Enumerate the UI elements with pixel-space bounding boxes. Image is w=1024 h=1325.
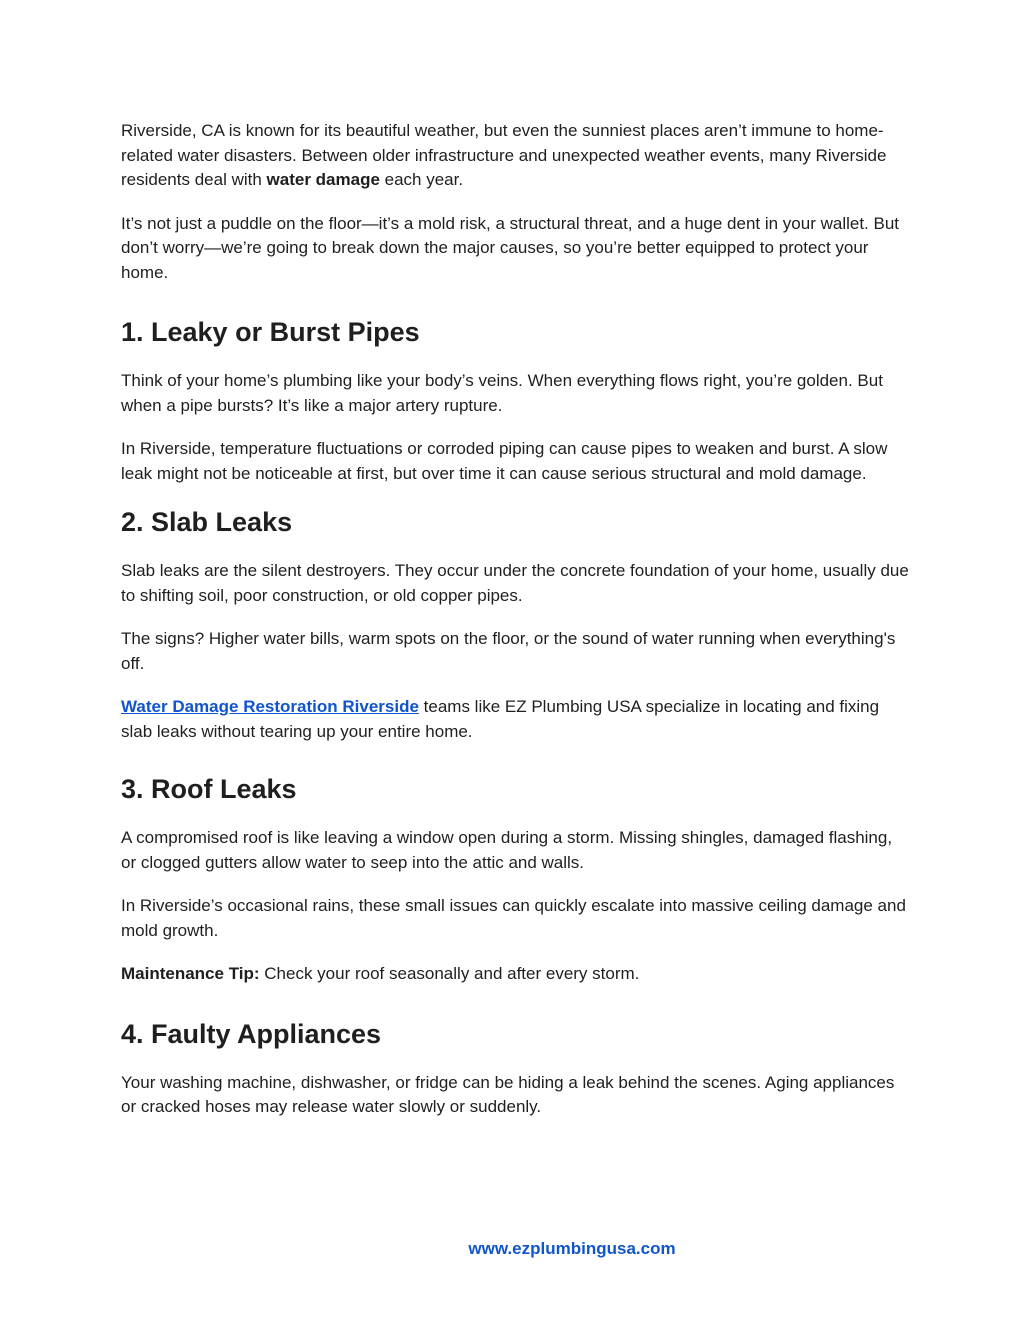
- water-damage-restoration-link[interactable]: Water Damage Restoration Riverside: [121, 697, 419, 716]
- section-heading-leaky-pipes: 1. Leaky or Burst Pipes: [121, 317, 420, 347]
- section-1-paragraph-1: Think of your home’s plumbing like your body’s veins. When everything flows right, you’re golden. But when a pipe bursts? It’s like a major artery rupture.: [121, 371, 883, 415]
- section-3-paragraph-1: A compromised roof is like leaving a window open during a storm. Missing shingles, damaged flashing, or clogged gutters allow water to seep into the attic and walls.: [121, 828, 893, 872]
- section-heading-faulty-appliances: 4. Faulty Appliances: [121, 1018, 382, 1049]
- section-2-paragraph-2: The signs? Higher water bills, warm spots on the floor, or the sound of water running when everything's off.: [121, 629, 896, 673]
- intro-text-end: each year.: [379, 170, 464, 189]
- section-2-paragraph-1: Slab leaks are the silent destroyers. They occur under the concrete foundation of your home, usually due to shifting soil, poor construction, or old copper pipes.: [121, 561, 909, 605]
- section-heading-roof-leaks: 3. Roof Leaks: [121, 774, 297, 804]
- footer-url[interactable]: www.ezplumbingusa.com: [468, 1239, 676, 1258]
- section-1-paragraph-2: In Riverside, temperature fluctuations or corroded piping can cause pipes to weaken and burst. A slow leak might not be noticeable at first, but over time it can cause serious structural and mold damage.: [121, 439, 888, 483]
- document-body: [121, 107, 911, 1120]
- intro-paragraph-2: It’s not just a puddle on the floor—it’s a mold risk, a structural threat, and a huge dent in your wallet. But don’t worry—we’re going to break down the major causes, so you’re better equipped to protect your home.: [121, 213, 900, 282]
- intro-paragraph-1: [121, 119, 911, 193]
- section-heading-slab-leaks: 2. Slab Leaks: [121, 507, 293, 537]
- maintenance-tip-text: Check your roof seasonally and after every storm.: [259, 964, 640, 983]
- intro-bold-text: water damage: [266, 170, 380, 189]
- section-4-paragraph-1: Your washing machine, dishwasher, or fridge can be hiding a leak behind the scenes. Aging appliances or cracked hoses may release water slowly or suddenly.: [121, 1072, 895, 1116]
- section-3-paragraph-2: In Riverside’s occasional rains, these small issues can quickly escalate into massive ceiling damage and mold growth.: [121, 896, 906, 940]
- maintenance-tip: [121, 962, 911, 987]
- intro-text: Riverside, CA is known for its beautiful weather, but even the sunniest places aren’t immune to home-related water disasters. Between older infrastructure and unexpected weather events, many Riverside residents deal with: [121, 121, 887, 189]
- section-2-link-paragraph: [121, 695, 911, 744]
- link-paragraph-text: teams like EZ Plumbing USA specialize in locating and fixing slab leaks without tearing up your entire home.: [121, 697, 880, 741]
- maintenance-tip-label: Maintenance Tip:: [121, 964, 260, 983]
